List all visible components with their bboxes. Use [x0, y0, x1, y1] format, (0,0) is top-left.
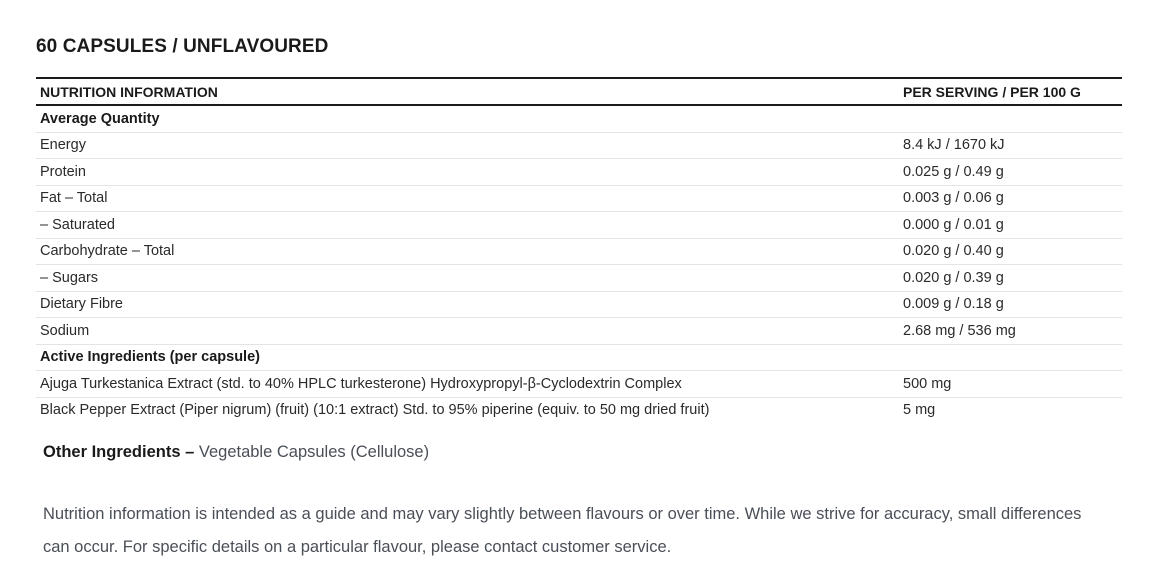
- nutrient-value: 0.000 g / 0.01 g: [899, 212, 1122, 239]
- table-row: [36, 265, 1122, 292]
- product-title: 60 CAPSULES / UNFLAVOURED: [36, 36, 329, 57]
- nutrient-name: Carbohydrate – Total: [36, 238, 899, 265]
- table-row: [36, 397, 1122, 423]
- nutrient-value: 8.4 kJ / 1670 kJ: [899, 132, 1122, 159]
- table-row: [36, 212, 1122, 239]
- header-per-serving: PER SERVING / PER 100 G: [903, 83, 1081, 100]
- nutrient-value: 0.009 g / 0.18 g: [899, 291, 1122, 318]
- section-row-active-ingredients: [36, 344, 1122, 371]
- table-row: [36, 185, 1122, 212]
- nutrient-name: – Sugars: [36, 265, 899, 292]
- table-row: [36, 159, 1122, 186]
- other-ingredients: [43, 443, 429, 462]
- ingredient-name: Black Pepper Extract (Piper nigrum) (fruit) (10:1 extract) Std. to 95% piperine (equiv. to 50 mg dried fruit): [40, 402, 710, 419]
- nutrient-name: Protein: [36, 159, 899, 186]
- nutrient-value: 0.020 g / 0.39 g: [899, 265, 1122, 292]
- nutrient-name: Sodium: [36, 318, 899, 345]
- nutrition-disclaimer: Nutrition information is intended as a guide and may vary slightly between flavours or over time. While we strive for accuracy, small differences can occur. For specific details on a particular flavour, please contact customer service.: [43, 505, 1082, 556]
- table-row: [36, 318, 1122, 345]
- other-ingredients-label: Other Ingredients –: [43, 443, 195, 461]
- nutrient-name: Dietary Fibre: [36, 291, 899, 318]
- ingredient-value: 5 mg: [903, 402, 936, 419]
- nutrient-name: Fat – Total: [36, 185, 899, 212]
- section-row-average-quantity: [36, 105, 1122, 132]
- table-header-row: [36, 78, 1122, 105]
- nutrient-name: – Saturated: [36, 212, 899, 239]
- nutrient-value: 0.025 g / 0.49 g: [899, 159, 1122, 186]
- ingredient-value: 500 mg: [899, 371, 1122, 398]
- table-row: [36, 238, 1122, 265]
- other-ingredients-value: Vegetable Capsules (Cellulose): [198, 443, 430, 461]
- ingredient-name: Ajuga Turkestanica Extract (std. to 40% HPLC turkesterone) Hydroxypropyl-β-Cyclodextrin Complex: [36, 371, 899, 398]
- table-row: [36, 132, 1122, 159]
- nutrient-value: 0.020 g / 0.40 g: [899, 238, 1122, 265]
- table-row: [36, 291, 1122, 318]
- nutrition-table: [36, 77, 1122, 423]
- nutrient-value: 0.003 g / 0.06 g: [899, 185, 1122, 212]
- section-label: Average Quantity: [36, 105, 899, 132]
- table-row: [36, 371, 1122, 398]
- header-nutrition-information: NUTRITION INFORMATION: [40, 83, 218, 100]
- section-label: Active Ingredients (per capsule): [36, 344, 899, 371]
- nutrient-name: Energy: [36, 132, 899, 159]
- nutrient-value: 2.68 mg / 536 mg: [899, 318, 1122, 345]
